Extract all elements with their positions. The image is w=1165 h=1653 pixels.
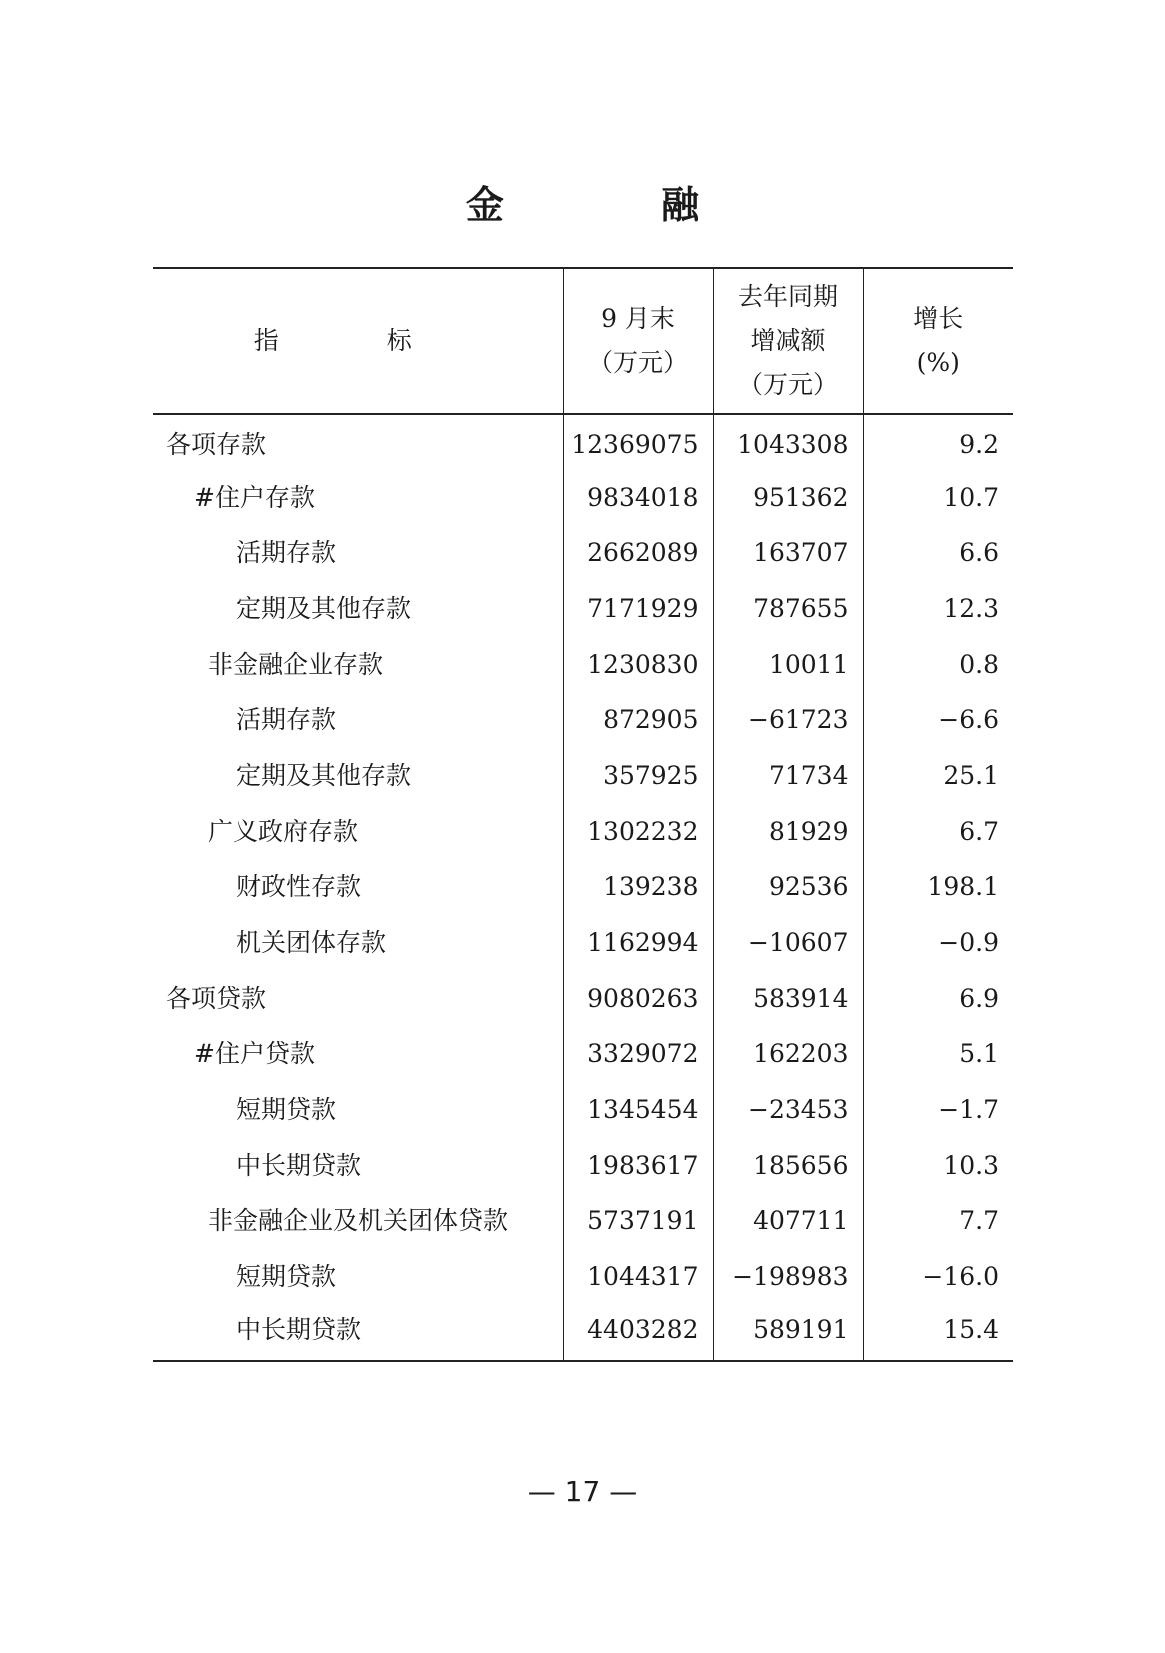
table-row <box>153 1194 1013 1250</box>
row-label: 非金融企业存款 <box>208 649 384 679</box>
row-growth: 6.7 <box>863 804 1013 860</box>
table-row <box>153 1027 1013 1083</box>
row-change: 787655 <box>713 581 863 637</box>
header-indicator: 指 标 <box>153 268 563 414</box>
row-label: 广义政府存款 <box>208 816 359 846</box>
table-row <box>153 1249 1013 1305</box>
table-row <box>153 915 1013 971</box>
row-value: 139238 <box>563 860 713 916</box>
row-label: 中长期贷款 <box>153 1305 563 1361</box>
header-growth: 增长 (%) <box>863 268 1013 414</box>
row-growth: 25.1 <box>863 748 1013 804</box>
row-label: 活期存款 <box>236 538 337 568</box>
row-label: #住户存款 <box>194 482 315 512</box>
row-change: 589191 <box>713 1305 863 1361</box>
row-growth: 198.1 <box>863 860 1013 916</box>
row-growth: 5.1 <box>863 1027 1013 1083</box>
table-row <box>153 971 1013 1027</box>
row-growth: 0.8 <box>863 637 1013 693</box>
row-change: 185656 <box>713 1138 863 1194</box>
row-label: 各项贷款 <box>166 983 267 1013</box>
row-value: 9080263 <box>563 971 713 1027</box>
row-label: 中长期贷款 <box>236 1150 362 1180</box>
header-yoy-change: 去年同期 增减额 （万元） <box>713 268 863 414</box>
table-row <box>153 804 1013 860</box>
row-change: 162203 <box>713 1027 863 1083</box>
row-change: −198983 <box>713 1249 863 1305</box>
table-body <box>153 414 1013 1361</box>
row-change: 951362 <box>713 470 863 526</box>
row-growth: 9.2 <box>863 414 1013 470</box>
row-change: 583914 <box>713 971 863 1027</box>
row-label: 各项存款 <box>166 430 267 460</box>
row-growth: 6.6 <box>863 525 1013 581</box>
row-value: 2662089 <box>563 525 713 581</box>
row-value: 1302232 <box>563 804 713 860</box>
page-title: 金 融 <box>465 183 772 227</box>
row-change: −61723 <box>713 692 863 748</box>
row-growth: 12.3 <box>863 581 1013 637</box>
row-label: 活期存款 <box>236 705 337 735</box>
row-change: 407711 <box>713 1194 863 1250</box>
row-change: 10011 <box>713 637 863 693</box>
table-row <box>153 692 1013 748</box>
row-change: 92536 <box>713 860 863 916</box>
row-growth: −6.6 <box>863 692 1013 748</box>
table-header-row <box>153 268 1013 414</box>
row-label: 财政性存款 <box>236 872 362 902</box>
row-change: 1043308 <box>713 414 863 470</box>
row-value: 1983617 <box>563 1138 713 1194</box>
row-growth: −1.7 <box>863 1082 1013 1138</box>
table-row <box>153 1082 1013 1138</box>
table-row <box>153 414 1013 470</box>
row-growth: 15.4 <box>863 1305 1013 1361</box>
row-label: 短期贷款 <box>236 1095 337 1125</box>
row-value: 357925 <box>563 748 713 804</box>
row-value: 7171929 <box>563 581 713 637</box>
row-value: 872905 <box>563 692 713 748</box>
row-change: −10607 <box>713 915 863 971</box>
row-value: 1230830 <box>563 637 713 693</box>
row-value: 5737191 <box>563 1194 713 1250</box>
row-value: 3329072 <box>563 1027 713 1083</box>
row-label: 定期及其他存款 <box>236 593 412 623</box>
row-growth: −16.0 <box>863 1249 1013 1305</box>
row-label: 定期及其他存款 <box>236 760 412 790</box>
table-row <box>153 1305 1013 1361</box>
row-label: 机关团体存款 <box>236 928 387 958</box>
row-label: 短期贷款 <box>236 1262 337 1292</box>
row-value: 12369075 <box>563 414 713 470</box>
row-value: 9834018 <box>563 470 713 526</box>
row-label: #住户贷款 <box>194 1039 315 1069</box>
table-row <box>153 581 1013 637</box>
table-row <box>153 748 1013 804</box>
row-change: −23453 <box>713 1082 863 1138</box>
row-growth: −0.9 <box>863 915 1013 971</box>
row-growth: 10.3 <box>863 1138 1013 1194</box>
table-row <box>153 637 1013 693</box>
page-number: — 17 — <box>527 1475 638 1508</box>
row-value: 4403282 <box>563 1305 713 1361</box>
table-row <box>153 470 1013 526</box>
table-row <box>153 525 1013 581</box>
row-growth: 6.9 <box>863 971 1013 1027</box>
row-change: 81929 <box>713 804 863 860</box>
header-end-of-september: 9 月末 （万元） <box>563 268 713 414</box>
row-growth: 7.7 <box>863 1194 1013 1250</box>
table-row <box>153 860 1013 916</box>
row-value: 1345454 <box>563 1082 713 1138</box>
row-growth: 10.7 <box>863 470 1013 526</box>
row-change: 163707 <box>713 525 863 581</box>
row-value: 1044317 <box>563 1249 713 1305</box>
row-value: 1162994 <box>563 915 713 971</box>
table-row <box>153 1138 1013 1194</box>
finance-table <box>153 267 1013 1362</box>
row-change: 71734 <box>713 748 863 804</box>
row-label: 非金融企业及机关团体贷款 <box>208 1206 509 1236</box>
